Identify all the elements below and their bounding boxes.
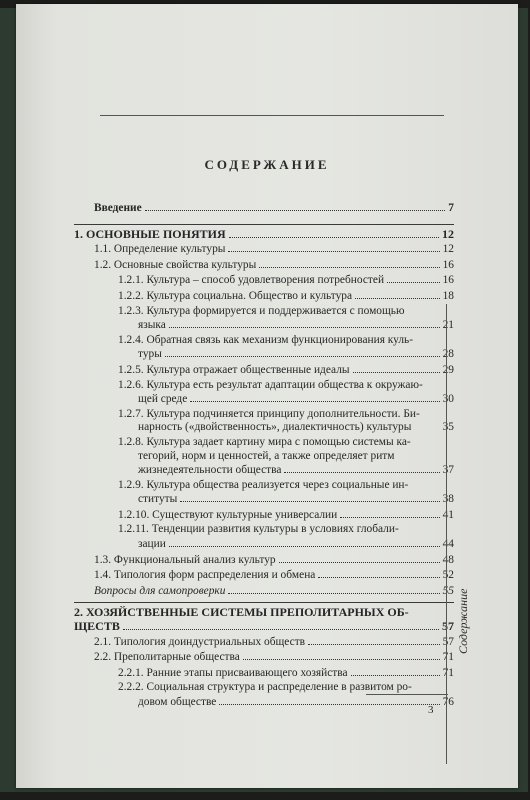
page-number: 3 xyxy=(428,704,434,716)
toc-page-number: 12 xyxy=(442,243,454,256)
toc-entry[interactable] xyxy=(74,289,454,304)
dot-leader xyxy=(355,289,440,299)
toc-entry-text: 1.2.4. Обратная связь как механизм функционирования куль- xyxy=(118,333,414,346)
toc-page-number: 7 xyxy=(448,202,454,214)
section-rule xyxy=(74,602,454,603)
toc-entry[interactable] xyxy=(74,436,454,478)
dot-leader xyxy=(169,318,440,328)
toc-page-number: 41 xyxy=(442,508,454,521)
dot-leader xyxy=(414,421,439,430)
dot-leader xyxy=(353,363,440,373)
toc-entry[interactable] xyxy=(74,408,454,435)
dot-leader xyxy=(308,635,440,645)
dot-leader xyxy=(279,553,440,563)
dot-leader xyxy=(259,258,439,268)
toc-entry-text: 1.1. Определение культуры xyxy=(94,243,226,256)
toc-entry-text: зации xyxy=(138,538,166,551)
dot-leader xyxy=(351,666,440,676)
toc-entry-text: довом обществе xyxy=(138,696,217,708)
toc-entry[interactable] xyxy=(74,553,454,568)
toc-page-number: 52 xyxy=(442,569,454,582)
toc-page-number: 28 xyxy=(442,348,454,361)
toc-entry[interactable] xyxy=(74,258,454,273)
toc-page-number: 71 xyxy=(442,666,454,679)
page-title: СОДЕРЖАНИЕ xyxy=(204,157,330,172)
toc-entry-text: языка xyxy=(138,319,166,332)
toc-entry-text: 1.2.5. Культура отражает общественные идеалы xyxy=(118,363,350,376)
toc-entry-text: 1.2.9. Культура общества реализуется через социальные ин- xyxy=(118,478,409,491)
toc-page-number: 29 xyxy=(442,363,454,376)
toc-entry-text: 1.2.10. Существуют культурные универсалии xyxy=(118,508,338,521)
toc-entry-text: 2.2.1. Ранние этапы присваивающего хозяйства xyxy=(118,666,348,679)
dot-leader xyxy=(318,568,439,578)
toc-entry-text: ЩЕСТВ xyxy=(74,619,120,634)
dot-leader xyxy=(387,273,440,283)
toc-entry[interactable] xyxy=(74,508,454,523)
toc-entry[interactable] xyxy=(74,273,454,288)
toc-entry-text: Вопросы для самопроверки xyxy=(94,584,226,597)
toc-entry-text: 1.2.6. Культура есть результат адаптации общества к окружаю- xyxy=(118,378,423,391)
toc-entry[interactable] xyxy=(74,523,454,551)
toc-page-number: 16 xyxy=(442,258,454,271)
toc-entry-text: тегорий, норм и ценностей, а также определяет ритм xyxy=(138,449,395,462)
toc-entry[interactable] xyxy=(74,606,454,633)
toc-entry[interactable] xyxy=(74,681,454,709)
toc-entry-text: 1.3. Функциональный анализ культур xyxy=(94,553,276,566)
book-page xyxy=(16,4,518,788)
toc-entry[interactable] xyxy=(74,635,454,650)
dot-leader xyxy=(228,242,439,252)
toc-entry[interactable] xyxy=(74,650,454,665)
toc-page-number: 57 xyxy=(442,635,454,648)
toc-entry-text: 1.2.3. Культура формируется и поддерживается с помощью xyxy=(118,304,405,317)
dot-leader xyxy=(243,650,440,660)
footer-rule xyxy=(366,694,448,695)
toc-page-number: 48 xyxy=(442,553,454,566)
toc-page-number: 18 xyxy=(442,289,454,302)
dot-leader xyxy=(169,537,440,547)
toc-page-number: 71 xyxy=(442,651,454,664)
toc-entry-text: 2.2.2. Социальная структура и распределение в развитом ро- xyxy=(118,681,412,694)
toc-page-number: 76 xyxy=(442,696,454,708)
toc-entry-text: 2.2. Преполитарные общества xyxy=(94,651,240,664)
toc-page-number: 30 xyxy=(442,393,454,406)
toc-entry-text: ституты xyxy=(138,493,178,506)
margin-rule xyxy=(446,304,447,764)
toc-page-number: 57 xyxy=(442,619,454,634)
dot-leader xyxy=(180,492,439,502)
toc-entry-text: 2. ХОЗЯЙСТВЕННЫЕ СИСТЕМЫ ПРЕПОЛИТАРНЫХ ОБ- xyxy=(74,605,409,620)
dot-leader xyxy=(145,201,446,211)
header-rule xyxy=(100,115,444,116)
toc-entry[interactable] xyxy=(74,228,454,242)
toc-entry-text: 1.4. Типология форм распределения и обмена xyxy=(94,569,316,582)
toc-page-number: 38 xyxy=(442,493,454,506)
running-side-label: Содержание xyxy=(456,588,470,654)
toc-entry[interactable] xyxy=(74,666,454,681)
table-of-contents xyxy=(74,201,454,711)
toc-entry-text: 2.1. Типология доиндустриальных обществ xyxy=(94,635,306,648)
dot-leader xyxy=(219,695,439,705)
toc-entry[interactable] xyxy=(74,568,454,583)
toc-entry[interactable] xyxy=(74,584,454,599)
toc-entry[interactable] xyxy=(74,479,454,507)
toc-entry-text: 1.2.2. Культура социальна. Общество и культура xyxy=(118,289,353,302)
toc-entry-text: 1.2.8. Культура задает картину мира с помощью системы ка- xyxy=(118,435,411,448)
toc-entry-text: 1.2.1. Культура – способ удовлетворения потребностей xyxy=(118,274,385,287)
toc-entry[interactable] xyxy=(74,305,454,333)
toc-entry-text: щей среде xyxy=(138,393,188,406)
toc-entry-text: туры xyxy=(138,348,162,361)
dot-leader xyxy=(340,508,439,518)
toc-entry-text: Введение xyxy=(94,202,142,214)
toc-entry[interactable] xyxy=(74,201,454,216)
section-rule xyxy=(74,224,454,225)
dot-leader xyxy=(165,347,440,357)
toc-entry[interactable] xyxy=(74,334,454,362)
toc-entry-text: 1. ОСНОВНЫЕ ПОНЯТИЯ xyxy=(74,226,226,241)
toc-entry[interactable] xyxy=(74,379,454,407)
toc-page-number: 12 xyxy=(442,226,454,241)
toc-page-number: 55 xyxy=(442,584,454,597)
dot-leader xyxy=(228,584,439,594)
toc-entry[interactable] xyxy=(74,242,454,257)
toc-page-number: 44 xyxy=(442,538,454,551)
toc-entry-text: жизнедеятельности общества xyxy=(138,464,282,477)
dot-leader xyxy=(123,620,439,630)
dot-leader xyxy=(229,228,439,238)
toc-page-number: 16 xyxy=(442,274,454,287)
toc-page-number: 35 xyxy=(442,421,454,434)
toc-entry-text: 1.2.7. Культура подчиняется принципу дополнительности. Би- xyxy=(118,407,420,420)
dot-leader xyxy=(190,392,439,402)
toc-entry-text: нарность («двойственность», диалектичность) культуры xyxy=(138,421,412,434)
toc-page-number: 37 xyxy=(442,464,454,477)
toc-entry[interactable] xyxy=(74,363,454,378)
dot-leader xyxy=(284,463,439,473)
toc-page-number: 21 xyxy=(442,319,454,332)
toc-entry-text: 1.2.11. Тенденции развития культуры в условиях глобали- xyxy=(118,523,399,536)
toc-entry-text: 1.2. Основные свойства культуры xyxy=(94,258,257,271)
